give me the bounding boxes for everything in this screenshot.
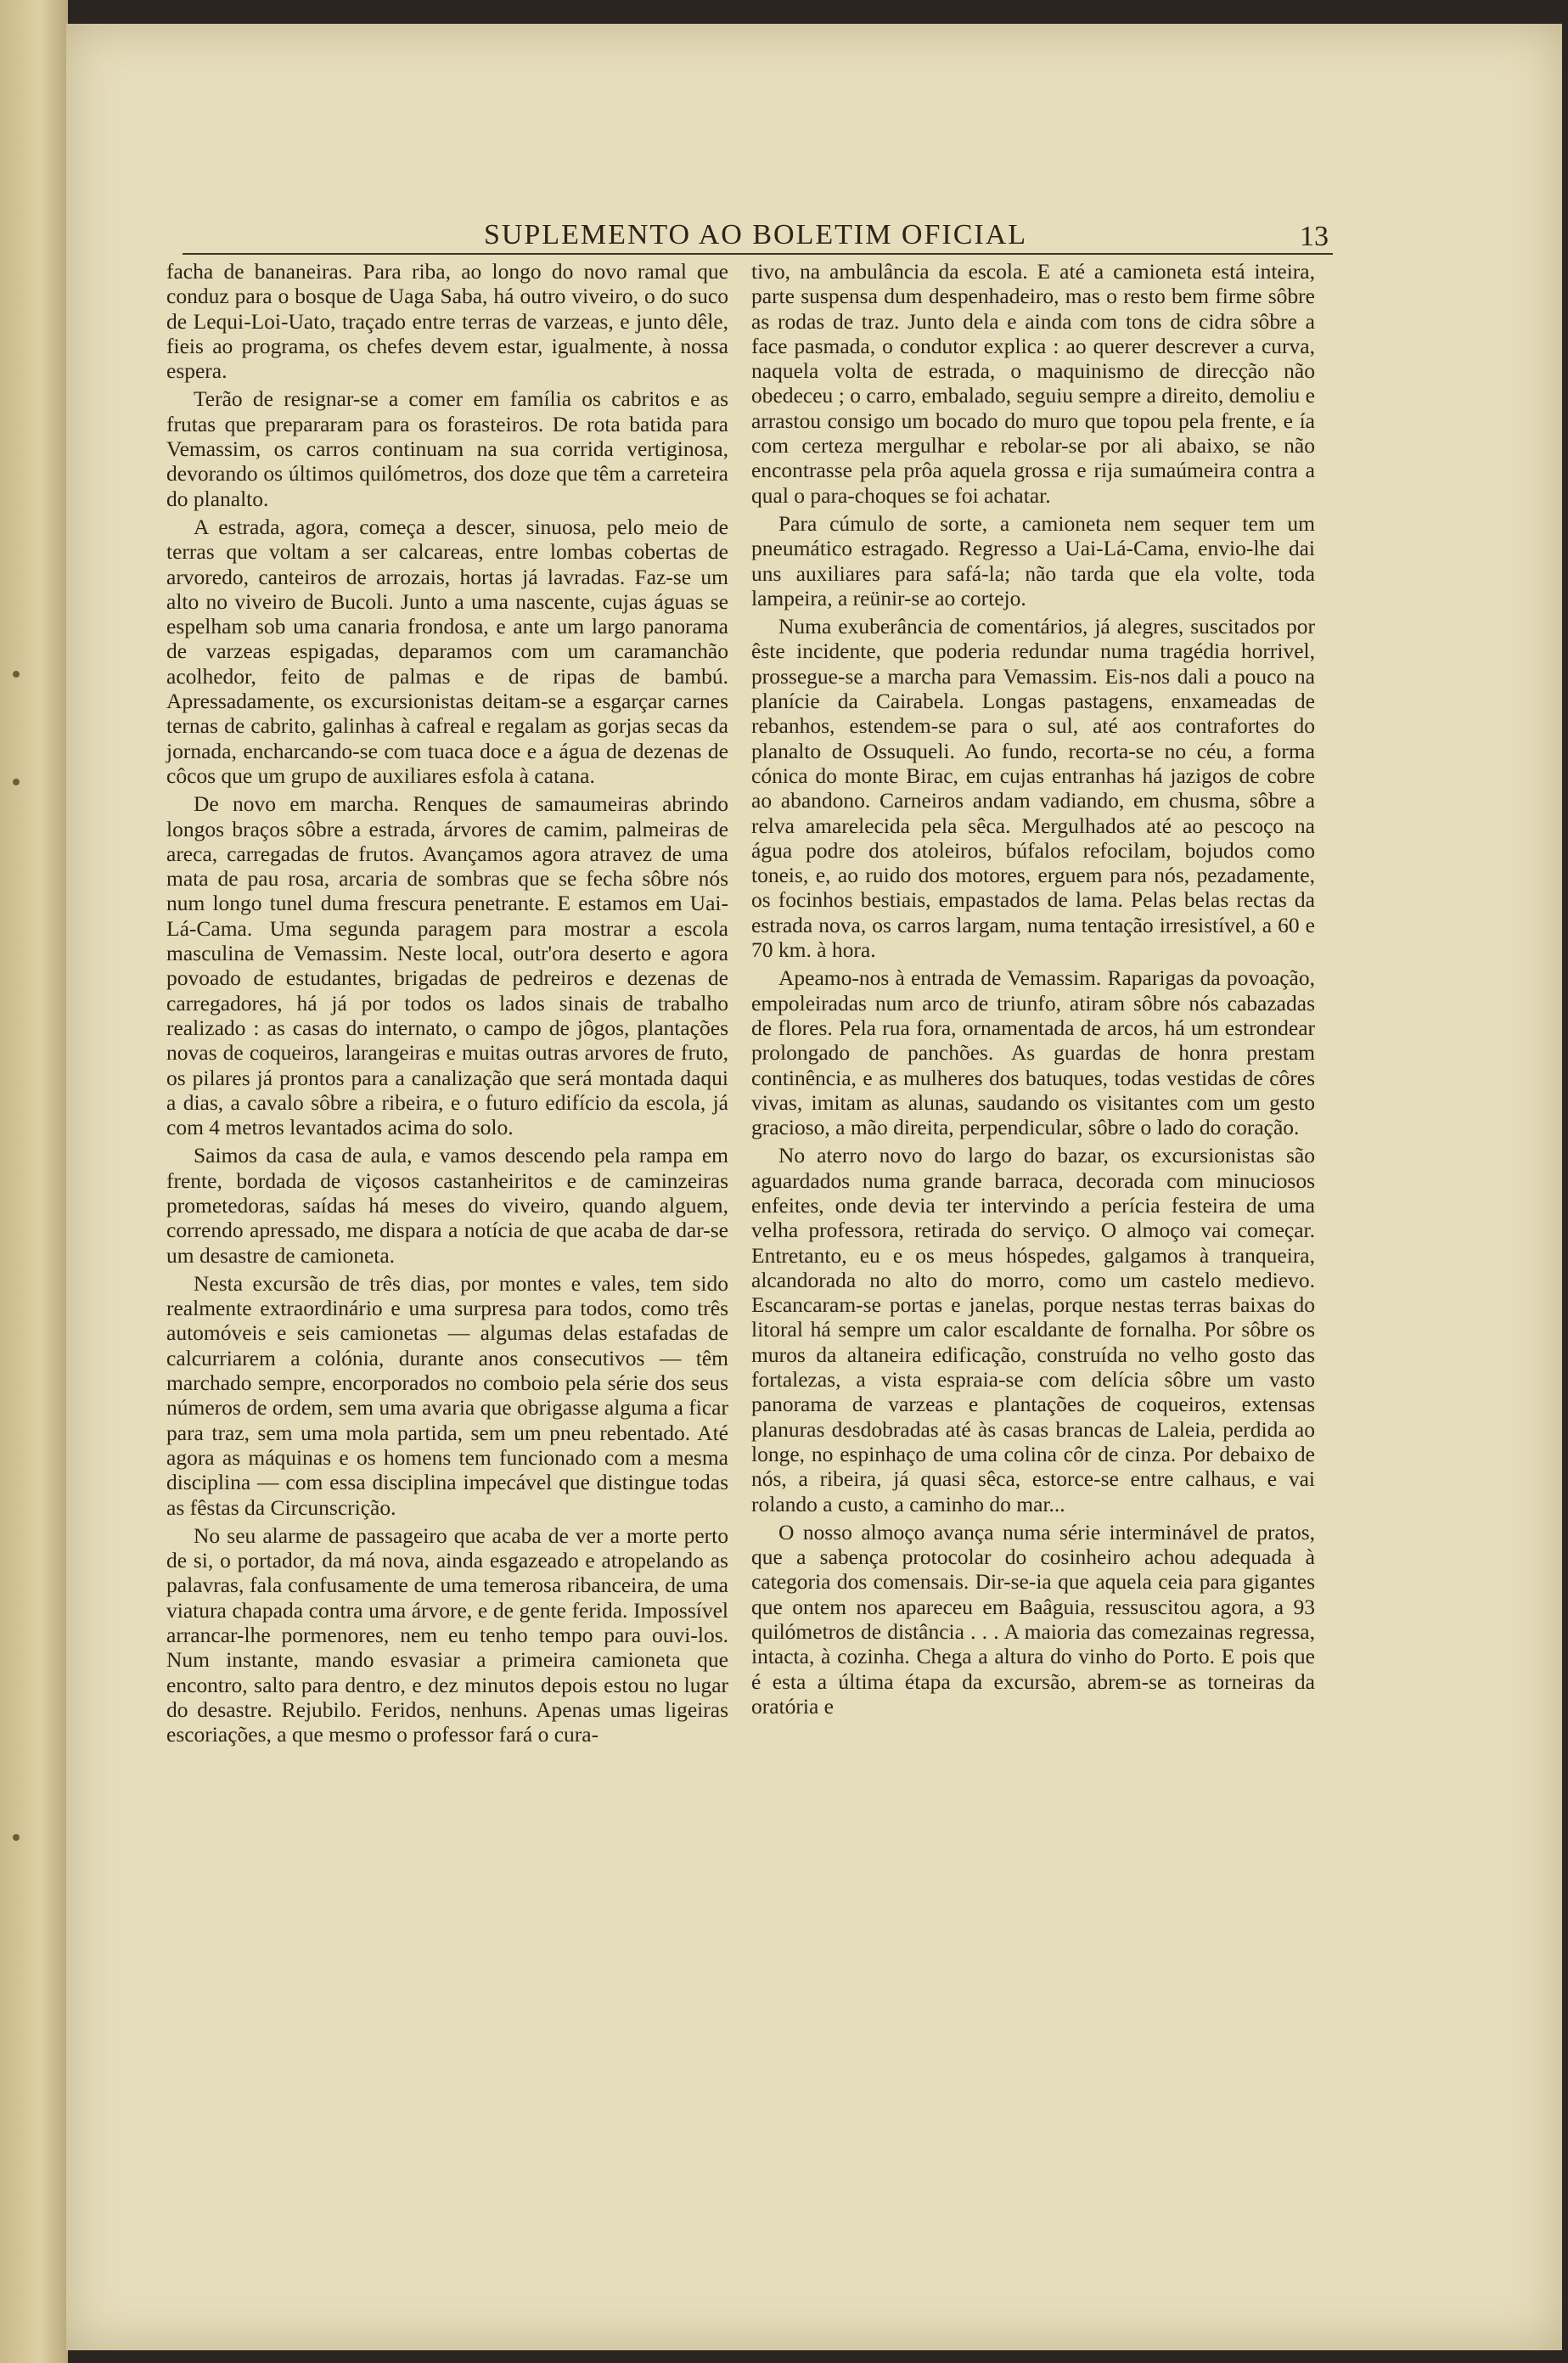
paragraph: tivo, na ambulância da escola. E até a camioneta está inteira, parte suspensa dum despenhadeiro, mas o resto bem firme sôbre as rodas de traz. Junto dela e ainda com tons de cidra sôbre a face pasmada, o condutor explica : ao querer descrever a curva, naquela volta de estrada, o maquinismo de direcção não obedeceu ; o carro, embalado, seguiu sempre a direito, demoliu e arrastou consigo um bocado do muro que topou pela frente, e ía com certeza mergulhar e rebolar-se por ali abaixo, se não encontrasse pela prôa aquela grossa e rija sumaúmeira contra a qual o para-choques se foi achatar. xyxy=(751,259,1315,508)
paragraph: Terão de resignar-se a comer em família os cabritos e as frutas que prepararam para os forasteiros. De rota batida para Vemassim, os carros continuam na sua corrida vertiginosa, devorando os últimos quilómetros, dos doze que têm a carreteira do planalto. xyxy=(166,386,728,511)
left-column xyxy=(166,259,728,1751)
paragraph: Nesta excursão de três dias, por montes e vales, tem sido realmente extraordinário e uma surpresa para todos, como três automóveis e seis camionetas — algumas delas estafadas de calcurriarem a colónia, durante anos consecutivos — têm marchado sempre, encorporados no comboio pela série dos seus números de ordem, sem uma avaria que obrigasse alguma a ficar para traz, sem uma mola partida, sem um pneu rebentado. Até agora as máquinas e os homens tem funcionado com a mesma disciplina — com essa disciplina impecável que distingue todas as fêstas da Circunscrição. xyxy=(166,1270,728,1520)
paragraph: Para cúmulo de sorte, a camioneta nem sequer tem um pneumático estragado. Regresso a Uai-Lá-Cama, envio-lhe dai uns auxiliares para safá-la; não tarda que ela volte, toda lampeira, a reünir-se ao cortejo. xyxy=(751,510,1315,610)
paragraph: No aterro novo do largo do bazar, os excursionistas são aguardados numa grande barraca, decorada com minuciosos enfeites, onde devia ter intervindo a perícia festeira de uma velha professora, retirada do serviço. O almoço vai começar. Entretanto, eu e os meus hóspedes, galgamos à tranqueira, alcandorada no alto do morro, como um castelo medievo. Escancaram-se portas e janelas, porque nestas terras baixas do litoral há sempre um calor escaldante de fornalha. Por sôbre os muros da altaneira edificação, construída no velho gosto das fortalezas, a vista espraia-se com delícia sôbre um vasto panorama de varzeas e plantações de coqueiros, extensas planuras desdobradas até às casas brancas de Laleia, perdida ao longe, no espinhaço de uma colina côr de cinza. Por debaixo de nós, a ribeira, já quasi sêca, estorce-se entre calhaus, e vai rolando a custo, a caminho do mar... xyxy=(751,1143,1315,1516)
paragraph: No seu alarme de passageiro que acaba de ver a morte perto de si, o portador, da má nova, ainda esgazeado e atropelando as palavras, fala confusamente de uma temerosa ribanceira, de uma viatura chapada contra uma árvore, e de gente ferida. Impossível arrancar-lhe pormenores, nem eu tenho tempo para ouvi-los. Num instante, mando esvasiar a primeira camioneta que encontro, salto para dentro, e dez minutos depois estou no lugar do desastre. Rejubilo. Feridos, nenhuns. Apenas umas ligeiras escoriações, a que mesmo o professor fará o cura- xyxy=(166,1522,728,1747)
binding-hole xyxy=(13,779,20,785)
binding-hole xyxy=(13,671,20,678)
right-column xyxy=(751,259,1315,1722)
paragraph: facha de bananeiras. Para riba, ao longo do novo ramal que conduz para o bosque de Uaga Saba, há outro viveiro, o do suco de Lequi-Loi-Uato, traçado entre terras de varzeas, e junto dêle, fieis ao programa, os chefes devem estar, igualmente, à nossa espera. xyxy=(166,259,728,384)
paragraph: Apeamo-nos à entrada de Vemassim. Raparigas da povoação, empoleiradas num arco de triunfo, atiram sôbre nós cabazadas de flores. Pela rua fora, ornamentada de arcos, há um estrondear prolongado de panchões. As guardas de honra prestam continência, e as mulheres dos batuques, todas vestidas de côres vivas, imitam as alunas, saudando os visitantes com um gesto gracioso, a mão direita, perpendicular, sôbre o lado do coração. xyxy=(751,965,1315,1140)
binding-hole xyxy=(13,1834,20,1841)
header-rule xyxy=(183,253,1333,255)
paragraph: De novo em marcha. Renques de samaumeiras abrindo longos braços sôbre a estrada, árvores de camim, palmeiras de areca, carregadas de frutos. Avançamos agora atravez de uma mata de pau rosa, arcaria de sombras que se fecha sôbre nós num longo tunel duma frescura penetrante. E estamos em Uai-Lá-Cama. Uma segunda paragem para mostrar a escola masculina de Vemassim. Neste local, outr'ora deserto e agora povoado de estudantes, brigadas de pedreiros e dezenas de carregadores, há já por todos os lados sinais de trabalho realizado : as casas do internato, o campo de jôgos, plantações novas de coqueiros, larangeiras e muitas outras arvores de fruto, os pilares já prontos para a canalização que será montada daqui a dias, a cavalo sôbre a ribeira, e o futuro edifício da escola, já com 4 metros levantados acima do solo. xyxy=(166,791,728,1140)
paragraph: O nosso almoço avança numa série interminável de pratos, que a sabença protocolar do cosinheiro achou adequada à categoria dos comensais. Dir-se-ia que aquela ceia para gigantes que ontem nos apareceu em Baâguia, ressuscitou agora, a 93 quilómetros de distância . . . A maioria das comezainas regressa, intacta, à cozinha. Chega a altura do vinho do Porto. E pois que é esta a última étapa da excursão, abrem-se as torneiras da oratória e xyxy=(751,1519,1315,1719)
paragraph: Numa exuberância de comentários, já alegres, suscitados por êste incidente, que poderia redundar numa tragédia horrivel, prossegue-se a marcha para Vemassim. Eis-nos dali a pouco na planície da Cairabela. Longas pastagens, enxameadas de rebanhos, estendem-se para o sul, até aos contrafortes do planalto de Ossuqueli. Ao fundo, recorta-se no céu, a forma cónica do monte Birac, em cujas entranhas há jazigos de cobre ao abandono. Carneiros andam vadiando, em chusma, sôbre a relva amarelecida pela sêca. Mergulhados até ao pescoço na água podre dos atoleiros, búfalos refocilam, bojudos como toneis, e, ao ruido dos motores, erguem para nós, pezadamente, os focinhos bestiais, empastados de lama. Pelas belas rectas da estrada nova, os carros largam, numa tentação irresistível, a 60 e 70 km. à hora. xyxy=(751,614,1315,963)
page-number: 13 xyxy=(1300,221,1329,252)
paragraph: A estrada, agora, começa a descer, sinuosa, pelo meio de terras que voltam a ser calcareas, entre lombas cobertas de arvoredo, canteiros de arrozais, hortas já lavradas. Faz-se um alto no viveiro de Bucoli. Junto a uma nascente, cujas águas se espelham sob uma canaria frondosa, e ante um largo panorama de varzeas espigadas, deparamos com um caramanchão acolhedor, feito de palmas e de ripas de bambú. Apressadamente, os excursionistas deitam-se a esgarçar carnes ternas de cabrito, galinhas à cafreal e regalam as gorjas secas da jornada, encharcando-se com tuaca doce e a água de dezenas de côcos que um grupo de auxiliares esfola à catana. xyxy=(166,514,728,788)
paragraph: Saimos da casa de aula, e vamos descendo pela rampa em frente, bordada de viçosos castanheiritos e de caminzeiras prometedoras, saídas há meses do viveiro, quando alguem, correndo apressado, me dispara a notícia de que acaba de dar-se um desastre de camioneta. xyxy=(166,1143,728,1268)
publication-title: SUPLEMENTO AO BOLETIM OFICIAL xyxy=(483,219,1028,250)
left-page-edge xyxy=(0,0,68,2363)
